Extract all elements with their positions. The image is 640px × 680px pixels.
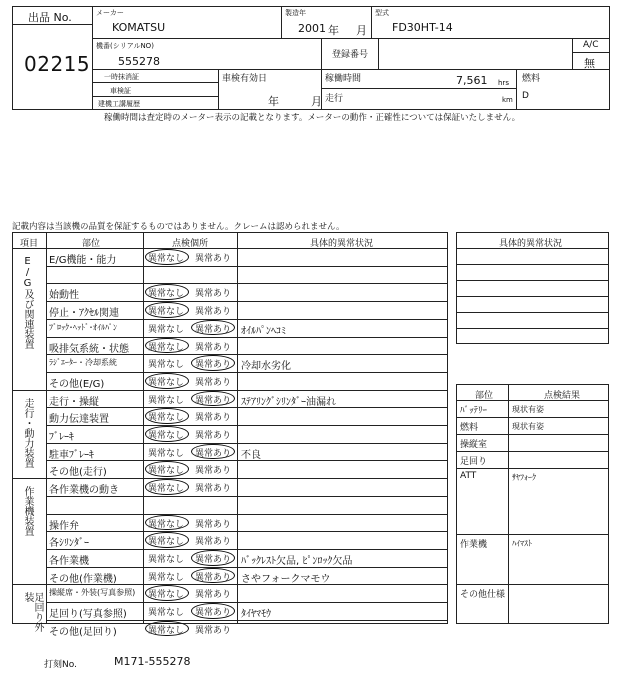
part-label: 各作業機の動き (49, 485, 119, 497)
group-divider (12, 390, 448, 391)
col-detail-header: 具体的異常状況 (310, 239, 374, 249)
option-some[interactable]: 異常あり (195, 625, 232, 636)
selected-circle (191, 550, 235, 566)
result-part: 操縦室 (460, 440, 488, 450)
model-label: 型式 (375, 9, 389, 17)
right-col-part: 部位 (475, 391, 494, 401)
selected-circle (145, 302, 189, 318)
col-check-header: 点検個所 (172, 239, 209, 249)
option-none[interactable]: 異常なし (148, 342, 185, 353)
detail-text: ﾊﾞｯｸﾚｽﾄ欠品, ﾋﾟﾝﾛｯｸ欠品 (241, 555, 353, 567)
detail-text: 冷却水劣化 (241, 361, 291, 373)
result-divider (456, 451, 609, 452)
lot-number: 02215 (24, 52, 91, 76)
construction-cert-label: 建機工講履歴 (98, 100, 140, 108)
part-label: E/G機能・能力 (49, 255, 117, 266)
result-divider (456, 534, 609, 535)
detail-text: 不良 (241, 449, 261, 461)
selected-circle (145, 249, 189, 265)
result-part: 作業機 (460, 540, 488, 550)
year-unit: 年 (328, 24, 339, 37)
part-label: 足回り(写真参照) (49, 609, 127, 620)
part-label: 操作弁 (49, 520, 79, 532)
option-some[interactable]: 異常あり (195, 307, 232, 318)
maker-label: メーカー (96, 9, 124, 17)
part-label: 操縦席・外装(写真参照) (49, 588, 136, 598)
part-label: 走行・操縦 (49, 396, 99, 408)
lot-label: 出品 No. (28, 11, 72, 24)
year-value: 2001 (298, 22, 326, 35)
option-some[interactable]: 異常あり (195, 289, 232, 300)
result-part: その他仕様 (460, 590, 506, 600)
option-some[interactable]: 異常あり (195, 360, 232, 371)
hours-note: 稼働時間は査定時のメーター表示の記載となります。メーターの動作・正確性については保証いたしません。 (104, 113, 521, 123)
result-divider (456, 417, 609, 418)
option-some[interactable]: 異常あり (195, 608, 232, 618)
serial-label: 機番(シリアルNO) (96, 42, 154, 50)
option-none[interactable]: 異常なし (148, 625, 185, 636)
part-label: ﾌﾞﾛｯｸ･ﾍｯﾄﾞ･ｵｲﾙﾊﾟﾝ (49, 322, 117, 332)
selected-circle (145, 515, 189, 531)
part-label: 各作業機 (49, 555, 89, 567)
result-part: 燃料 (460, 423, 479, 433)
result-divider (456, 434, 609, 435)
selected-circle (145, 461, 189, 477)
group-title: 走行・動力装置 (22, 397, 33, 468)
option-none[interactable]: 異常なし (148, 537, 185, 548)
disclaimer: 記載内容は当該機の品質を保証するものではありません。クレームは認められません。 (12, 222, 345, 232)
serial-value: 555278 (118, 55, 160, 68)
detail-text: ｵｲﾙﾊﾟﾝﾍｺﾐ (241, 325, 286, 337)
selected-circle (145, 532, 189, 548)
detail-line (456, 264, 609, 265)
group-title: E/G及び関連装置 (22, 256, 33, 349)
option-none[interactable]: 異常なし (148, 466, 185, 477)
year-label: 製造年 (285, 9, 306, 17)
option-some[interactable]: 異常あり (195, 395, 232, 406)
group-title: 足回り外装 (22, 592, 43, 633)
month-unit: 月 (356, 24, 367, 37)
selected-circle (191, 603, 235, 619)
selected-circle (145, 284, 189, 300)
part-label: 各ｼﾘﾝﾀﾞｰ (49, 538, 89, 550)
selected-circle (145, 479, 189, 495)
result-value: ﾊｲﾏｽﾄ (512, 539, 532, 548)
part-label: その他(作業機) (49, 573, 117, 585)
option-some[interactable]: 異常あり (195, 590, 232, 601)
option-some[interactable]: 異常あり (195, 554, 232, 565)
part-label: 駐車ﾌﾞﾚｰｷ (49, 449, 94, 461)
hours-label: 稼働時間 (325, 74, 362, 84)
option-none[interactable]: 異常なし (148, 413, 185, 424)
option-none[interactable]: 異常なし (148, 377, 185, 388)
inspection-label: 車検有効日 (222, 74, 268, 84)
detail-line (456, 280, 609, 281)
part-label: その他(E/G) (49, 378, 105, 390)
part-label: 吸排気系統・状態 (49, 343, 129, 355)
option-none[interactable]: 異常なし (148, 519, 185, 530)
result-value: 現状有姿 (512, 422, 544, 431)
part-label: その他(走行) (49, 467, 107, 479)
option-some[interactable]: 異常あり (195, 537, 232, 548)
maker-value: KOMATSU (112, 21, 166, 34)
selected-circle (145, 408, 189, 424)
option-none[interactable]: 異常なし (148, 608, 185, 618)
option-none[interactable]: 異常なし (148, 431, 185, 441)
part-label: ﾌﾞﾚｰｷ (49, 432, 74, 443)
option-none[interactable]: 異常なし (148, 554, 185, 565)
option-some[interactable]: 異常あり (195, 448, 232, 459)
insp-month-unit: 月 (311, 95, 322, 108)
result-divider (456, 468, 609, 469)
option-none[interactable]: 異常なし (148, 395, 185, 406)
model-value: FD30HT-14 (392, 21, 453, 34)
col-part-header: 部位 (82, 239, 101, 249)
selected-circle (191, 355, 235, 371)
option-none[interactable]: 異常なし (148, 572, 185, 583)
detail-line (456, 312, 609, 313)
option-some[interactable]: 異常あり (195, 431, 232, 441)
result-value: 現状有姿 (512, 405, 544, 414)
vehicle-cert-label: 車検証 (110, 87, 131, 95)
detail-text: さやフォークマモウ (241, 573, 331, 585)
option-none[interactable]: 異常なし (148, 590, 185, 601)
stamp-value: M171-555278 (114, 655, 191, 668)
option-none[interactable]: 異常なし (148, 289, 185, 300)
option-some[interactable]: 異常あり (195, 342, 232, 353)
ac-value: 無 (584, 57, 595, 70)
fuel-label: 燃料 (522, 74, 541, 84)
detail-line (456, 328, 609, 329)
fuel-value: D (522, 91, 529, 101)
selected-circle (191, 391, 235, 407)
selected-circle (145, 338, 189, 354)
option-none[interactable]: 異常なし (148, 448, 185, 459)
col-item-header: 項目 (20, 239, 39, 249)
detail-text: ｽﾃｱﾘﾝｸﾞｼﾘﾝﾀﾞｰ油漏れ (241, 396, 336, 408)
reg-label: 登録番号 (332, 50, 369, 60)
option-some[interactable]: 異常あり (195, 572, 232, 583)
selected-circle (145, 373, 189, 389)
result-value: ｻﾔﾌｫｰｸ (512, 473, 536, 482)
option-some[interactable]: 異常あり (195, 519, 232, 530)
result-part: 足回り (460, 457, 488, 467)
result-part: ﾊﾞｯﾃﾘｰ (460, 406, 488, 416)
right-detail-header: 具体的異常状況 (499, 239, 563, 249)
selected-circle (145, 585, 189, 601)
part-label: ﾗｼﾞｴｰﾀｰ・冷却系統 (49, 358, 117, 368)
hours-value: 7,561 (456, 74, 488, 87)
option-none[interactable]: 異常なし (148, 324, 185, 335)
option-none[interactable]: 異常なし (148, 360, 185, 371)
km-unit: km (502, 96, 513, 104)
temp-plate-label: 一時抹消証 (104, 73, 139, 81)
option-some[interactable]: 異常あり (195, 324, 232, 335)
group-divider (12, 478, 448, 479)
option-some[interactable]: 異常あり (195, 413, 232, 424)
insp-year-unit: 年 (268, 95, 279, 108)
group-divider (12, 584, 448, 585)
part-label: 動力伝達装置 (49, 414, 109, 426)
result-part: ATT (460, 471, 477, 481)
ac-label: A/C (583, 40, 599, 50)
detail-line (456, 248, 609, 249)
option-some[interactable]: 異常あり (195, 254, 232, 264)
hours-unit: hrs (498, 79, 509, 87)
selected-circle (191, 568, 235, 584)
part-label: 停止・ｱｸｾﾙ関連 (49, 308, 119, 320)
detail-text: ﾀｲﾔﾏﾓｳ (241, 609, 271, 620)
option-none[interactable]: 異常なし (148, 484, 185, 495)
travel-label: 走行 (325, 94, 344, 104)
detail-line (456, 296, 609, 297)
right-col-result: 点検結果 (544, 391, 581, 401)
selected-circle (145, 426, 189, 442)
option-none[interactable]: 異常なし (148, 254, 185, 264)
part-label: 始動性 (49, 290, 79, 302)
part-label: その他(足回り) (49, 626, 117, 638)
option-some[interactable]: 異常あり (195, 484, 232, 495)
result-divider (456, 584, 609, 585)
group-title: 作業機装置 (22, 486, 33, 537)
option-none[interactable]: 異常なし (148, 307, 185, 318)
stamp-label: 打刻No. (44, 660, 77, 670)
option-some[interactable]: 異常あり (195, 466, 232, 477)
option-some[interactable]: 異常あり (195, 377, 232, 388)
